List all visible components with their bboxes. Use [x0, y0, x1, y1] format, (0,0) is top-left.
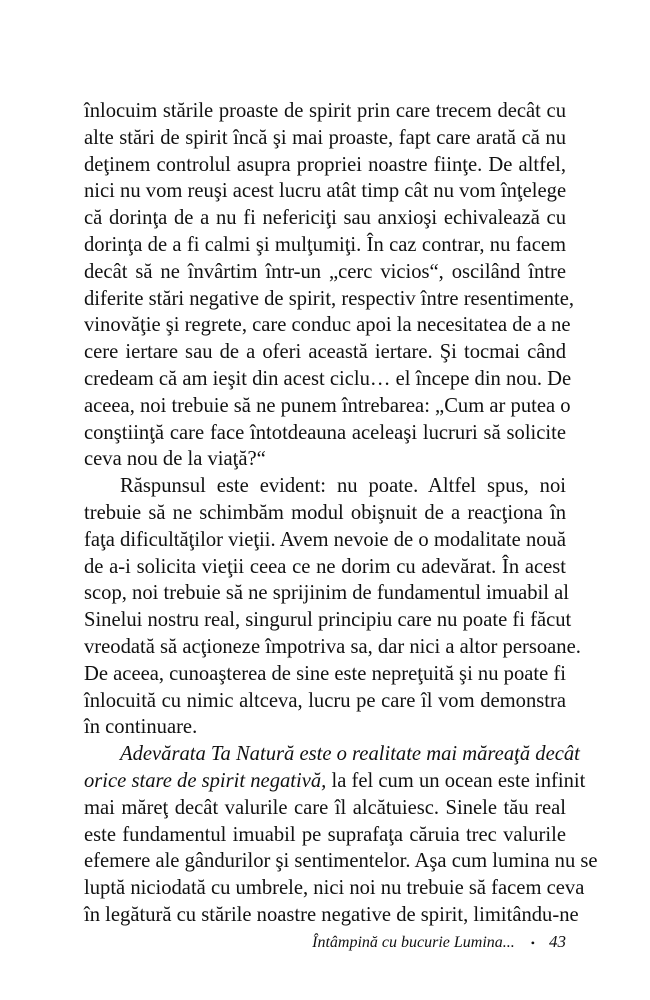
text-line: efemere ale gândurilor şi sentimentelor. Aşa cum lumina nu se — [84, 850, 598, 873]
text-line: ceva nou de la viaţă?“ — [84, 448, 266, 471]
text-line — [84, 768, 586, 795]
text-segment: la fel cum un ocean este infinit — [326, 769, 586, 792]
text-line: alte stări de spirit încă şi mai proaste, fapt care arată că nu — [84, 126, 566, 149]
text-line: vinovăţie şi regrete, care conduc apoi la necesitatea de a ne — [84, 314, 571, 337]
text-line: scop, noi trebuie să ne sprijinim de fundamentul imuabil al — [84, 582, 569, 605]
emphasized-text-line: Adevărata Ta Natură este o realitate mai măreaţă decât — [120, 743, 580, 766]
text-line: deţinem controlul asupra propriei noastre fiinţe. De altfel, — [84, 153, 566, 176]
text-line: luptă niciodată cu umbrele, nici noi nu trebuie să facem ceva — [84, 877, 585, 900]
page-footer — [0, 932, 566, 952]
text-line: diferite stări negative de spirit, respectiv între resentimente, — [84, 287, 575, 310]
page-body — [84, 98, 598, 929]
bullet-separator: • — [530, 935, 535, 950]
text-line: Răspunsul este evident: nu poate. Altfel spus, noi — [120, 475, 566, 498]
text-line: decât să ne învârtim într-un „cerc vicios“, oscilând între — [84, 260, 566, 283]
text-line: în legătură cu stările noastre negative de spirit, limitându-ne — [84, 903, 579, 926]
paragraph-2 — [84, 473, 581, 741]
paragraph-3 — [84, 741, 598, 929]
text-line: faţa dificultăţilor vieţii. Avem nevoie de o modalitate nouă — [84, 528, 566, 551]
paragraph-1 — [84, 98, 575, 473]
running-title: Întâmpină cu bucurie Lumina... — [312, 934, 515, 951]
text-line: conştiinţă care face întotdeauna aceleaşi lucruri să solicite — [84, 421, 566, 444]
text-line: cere iertare sau de a oferi această iertare. Şi tocmai când — [84, 341, 566, 364]
page-number: 43 — [549, 932, 566, 951]
text-line: credeam că am ieşit din acest ciclu… el începe din nou. De — [84, 367, 572, 390]
text-line: mai măreţ decât valurile care îl alcătuiesc. Sinele tău real — [84, 796, 566, 819]
text-line: dorinţa de a fi calmi şi mulţumiţi. În caz contrar, nu facem — [84, 233, 566, 256]
text-line: trebuie să ne schimbăm modul obişnuit de a reacţiona în — [84, 501, 566, 524]
text-line: în continuare. — [84, 716, 198, 739]
text-line: aceea, noi trebuie să ne punem întrebarea: „Cum ar putea o — [84, 394, 571, 417]
text-line: înlocuim stările proaste de spirit prin care trecem decât cu — [84, 100, 566, 122]
text-line: că dorinţa de a nu fi nefericiţi sau anxioşi echivalează cu — [84, 207, 566, 230]
text-line: Sinelui nostru real, singurul principiu care nu poate fi făcut — [84, 609, 572, 632]
emphasized-text: orice stare de spirit negativă, — [84, 769, 327, 792]
text-line: de a-i solicita vieţii ceea ce ne dorim cu adevărat. În acest — [84, 555, 566, 578]
text-line: înlocuită cu nimic altceva, lucru pe care îl vom demonstra — [84, 689, 566, 712]
text-line: vreodată să acţioneze împotriva sa, dar nici a altor persoane. — [84, 635, 581, 658]
text-line: nici nu vom reuşi acest lucru atât timp cât nu vom înţelege — [84, 180, 567, 203]
text-line: De aceea, cunoaşterea de sine este nepreţuită şi nu poate fi — [84, 662, 567, 685]
text-line: este fundamentul imuabil pe suprafaţa căruia trec valurile — [84, 823, 566, 846]
